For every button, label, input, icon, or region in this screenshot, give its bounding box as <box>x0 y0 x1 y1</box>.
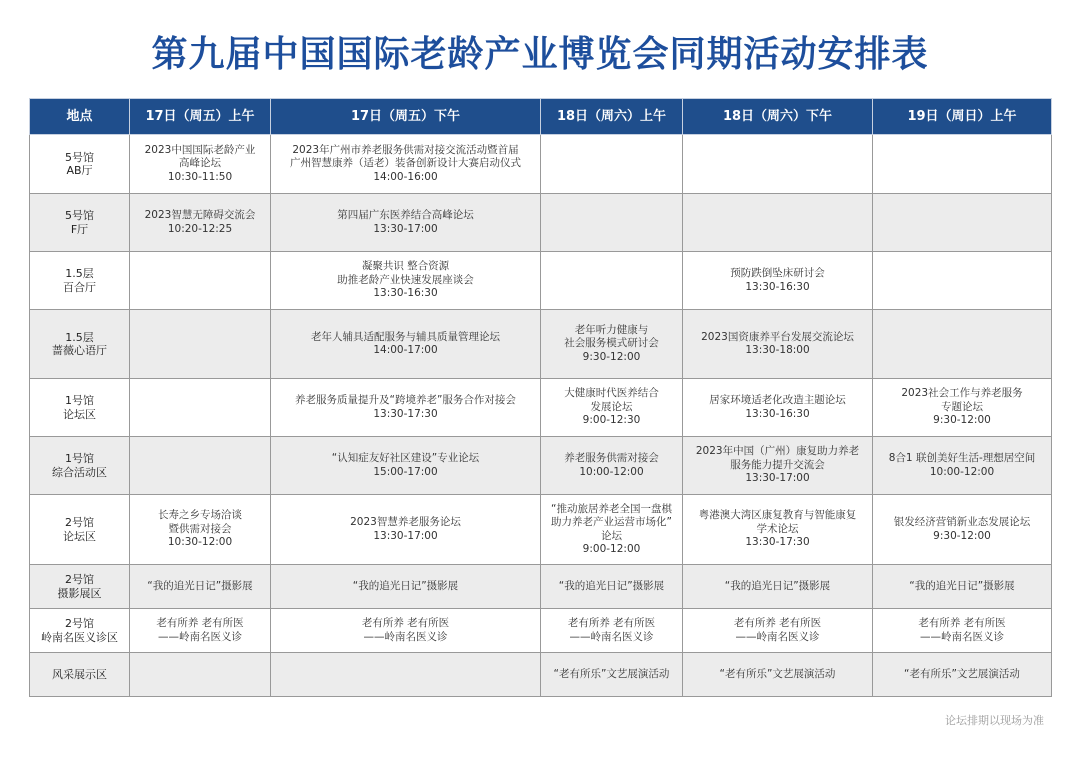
event-cell <box>130 379 271 437</box>
footnote: 论坛排期以现场为准 <box>945 714 1044 727</box>
event-line: ——岭南名医义诊 <box>363 630 448 643</box>
event-line: 学术论坛 <box>756 522 799 535</box>
location-line: 摄影展区 <box>57 586 102 600</box>
location-cell <box>30 495 130 565</box>
event-cell <box>541 135 683 194</box>
event-line: 13:30-17:00 <box>373 222 438 235</box>
event-line: 发展论坛 <box>590 400 633 413</box>
event-cell <box>541 252 683 310</box>
table-header-row <box>30 99 1052 135</box>
header-17-am: 17日（周五）上午 <box>130 99 271 135</box>
header-18-pm: 18日（周六）下午 <box>683 99 873 135</box>
event-line: 2023中国国际老龄产业 <box>144 143 256 156</box>
event-line: “老有所乐”文艺展演活动 <box>904 667 1020 680</box>
event-cell <box>873 194 1052 252</box>
event-line: “老有所乐”文艺展演活动 <box>719 667 836 680</box>
event-line: “我的追光日记”摄影展 <box>352 579 459 592</box>
event-line: ——岭南名医义诊 <box>158 630 242 643</box>
event-line: 2023年中国（广州）康复助力养老 <box>695 445 860 458</box>
event-cell <box>873 653 1052 697</box>
event-line: “我的追光日记”摄影展 <box>724 579 831 592</box>
schedule-table <box>29 98 1052 697</box>
event-cell <box>541 653 683 697</box>
event-cell <box>873 495 1052 565</box>
header-location: 地点 <box>30 99 130 135</box>
event-cell <box>271 437 541 495</box>
event-cell <box>683 565 873 609</box>
event-cell <box>130 653 271 697</box>
event-line: 暨供需对接会 <box>168 522 232 535</box>
event-line: 2023智慧无障碍交流会 <box>144 209 256 221</box>
event-cell <box>683 252 873 310</box>
event-line: ——岭南名医义诊 <box>920 630 1004 643</box>
event-line: 15:00-17:00 <box>373 465 438 478</box>
event-line: ——岭南名医义诊 <box>569 630 654 643</box>
location-cell <box>30 609 130 653</box>
location-line: 1.5层 <box>65 330 94 344</box>
event-line: 9:30-12:00 <box>933 529 991 542</box>
location-line: 风采展示区 <box>52 667 107 681</box>
event-cell <box>683 135 873 194</box>
event-line: “推动旅居养老全国一盘棋 <box>551 502 672 515</box>
event-cell <box>873 252 1052 310</box>
event-line: 养老服务供需对接会 <box>564 452 659 464</box>
event-cell <box>130 565 271 609</box>
location-line: 1号馆 <box>65 394 94 407</box>
table-row <box>30 437 1052 495</box>
event-line: 13:30-17:00 <box>745 472 810 485</box>
event-line: 专题论坛 <box>941 400 983 413</box>
event-line: 13:30-18:00 <box>745 344 810 356</box>
header-18-am: 18日（周六）上午 <box>541 99 683 135</box>
event-line: 老有所养 老有所医 <box>567 617 656 629</box>
event-cell <box>873 565 1052 609</box>
event-line: 老有所养 老有所医 <box>156 617 244 629</box>
location-cell <box>30 194 130 252</box>
event-cell <box>130 609 271 653</box>
location-line: 2号馆 <box>65 573 94 586</box>
location-line: 5号馆 <box>65 209 94 222</box>
event-cell <box>130 194 271 252</box>
event-line: 社会服务模式研讨会 <box>564 337 659 350</box>
event-cell <box>683 653 873 697</box>
event-line: 13:30-17:30 <box>745 536 810 549</box>
event-line: 助推老龄产业快速发展座谈会 <box>337 273 474 286</box>
table-row <box>30 565 1052 609</box>
event-cell <box>271 135 541 194</box>
event-cell <box>271 565 541 609</box>
event-line: 银发经济营销新业态发展论坛 <box>893 516 1031 528</box>
event-line: 9:30-12:00 <box>582 350 641 363</box>
location-line: 5号馆 <box>65 150 94 164</box>
event-line: 2023社会工作与养老服务 <box>901 387 1023 400</box>
event-line: 9:00-12:30 <box>582 414 641 427</box>
location-cell <box>30 252 130 310</box>
location-line: 蔷薇心语厅 <box>52 344 107 357</box>
event-cell <box>130 310 271 379</box>
table-row <box>30 252 1052 310</box>
event-cell <box>683 310 873 379</box>
event-line: 9:00-12:00 <box>582 543 641 555</box>
event-cell <box>873 135 1052 194</box>
location-cell <box>30 379 130 437</box>
event-cell <box>541 565 683 609</box>
event-line: 13:30-17:30 <box>373 407 438 420</box>
event-cell <box>683 609 873 653</box>
event-line: 老年人辅具适配服务与辅具质量管理论坛 <box>311 330 500 343</box>
event-cell <box>130 135 271 194</box>
header-17-pm: 17日（周五）下午 <box>271 99 541 135</box>
event-cell <box>683 437 873 495</box>
header-19-am: 19日（周日）上午 <box>873 99 1052 135</box>
event-line: 论坛 <box>601 529 622 542</box>
event-line: 13:30-16:30 <box>373 287 438 300</box>
event-line: 13:30-17:00 <box>373 529 438 542</box>
table-row <box>30 495 1052 565</box>
event-cell <box>873 310 1052 379</box>
event-line: 粤港澳大湾区康复教育与智能康复 <box>698 509 857 522</box>
location-line: F厅 <box>70 222 89 236</box>
event-line: 8合1 联创美好生活-理想居空间 <box>888 452 1036 464</box>
event-line: “认知症友好社区建设”专业论坛 <box>331 452 480 464</box>
event-cell <box>873 379 1052 437</box>
event-line: 13:30-16:30 <box>745 407 810 420</box>
event-cell <box>271 653 541 697</box>
location-line: 综合活动区 <box>52 465 107 479</box>
event-cell <box>130 437 271 495</box>
event-cell <box>873 437 1052 495</box>
event-line: 老有所养 老有所医 <box>918 617 1006 629</box>
event-line: 10:30-11:50 <box>167 170 233 183</box>
location-line: 论坛区 <box>63 529 96 543</box>
location-cell <box>30 135 130 194</box>
table-row <box>30 194 1052 252</box>
event-line: 10:30-12:00 <box>167 536 233 549</box>
location-line: 百合厅 <box>63 280 96 294</box>
event-cell <box>271 194 541 252</box>
event-cell <box>541 194 683 252</box>
event-line: 9:30-12:00 <box>933 414 991 427</box>
location-line: 论坛区 <box>63 407 96 421</box>
event-line: 大健康时代医养结合 <box>564 387 659 400</box>
event-line: 第四届广东医养结合高峰论坛 <box>337 209 474 221</box>
event-line: 2023年广州市养老服务供需对接交流活动暨首届 <box>292 143 519 156</box>
event-line: 凝聚共识 整合资源 <box>361 260 450 273</box>
event-cell <box>271 379 541 437</box>
event-cell <box>683 379 873 437</box>
event-cell <box>130 252 271 310</box>
location-line: 2号馆 <box>65 617 94 630</box>
location-cell <box>30 310 130 379</box>
location-line: 1号馆 <box>65 452 94 465</box>
event-line: 高峰论坛 <box>179 157 221 170</box>
table-row <box>30 310 1052 379</box>
event-cell <box>130 495 271 565</box>
table-row <box>30 379 1052 437</box>
event-line: 14:00-16:00 <box>373 170 438 183</box>
event-cell <box>271 252 541 310</box>
event-line: 14:00-17:00 <box>373 344 438 356</box>
event-line: “老有所乐”文艺展演活动 <box>553 667 670 680</box>
event-cell <box>873 609 1052 653</box>
event-line: “我的追光日记”摄影展 <box>909 579 1015 592</box>
page-title: 第九届中国国际老龄产业博览会同期活动安排表 <box>151 34 929 75</box>
event-line: 13:30-16:30 <box>745 280 810 293</box>
table-row <box>30 609 1052 653</box>
event-cell <box>271 495 541 565</box>
location-line: 1.5层 <box>65 267 94 280</box>
event-line: 老有所养 老有所医 <box>361 617 450 629</box>
location-cell <box>30 565 130 609</box>
event-line: 老有所养 老有所医 <box>733 617 822 629</box>
event-line: 2023智慧养老服务论坛 <box>350 516 461 528</box>
location-line: 2号馆 <box>65 516 94 529</box>
location-line: 岭南名医义诊区 <box>41 630 118 644</box>
location-cell <box>30 653 130 697</box>
event-cell <box>683 194 873 252</box>
location-cell <box>30 437 130 495</box>
event-line: “我的追光日记”摄影展 <box>558 579 665 592</box>
event-cell <box>683 495 873 565</box>
event-line: 10:00-12:00 <box>579 465 644 478</box>
event-line: 服务能力提升交流会 <box>730 458 825 471</box>
event-line: “我的追光日记”摄影展 <box>147 579 253 592</box>
event-line: 10:20-12:25 <box>167 222 233 235</box>
location-line: AB厅 <box>66 164 93 177</box>
event-line: 助力养老产业运营市场化” <box>551 516 672 528</box>
event-line: 预防跌倒坠床研讨会 <box>730 267 825 279</box>
event-line: 10:00-12:00 <box>929 465 995 478</box>
event-cell <box>271 310 541 379</box>
table-row <box>30 653 1052 697</box>
event-cell <box>541 379 683 437</box>
event-line: ——岭南名医义诊 <box>735 630 820 643</box>
event-line: 老年听力健康与 <box>574 323 649 336</box>
event-cell <box>541 495 683 565</box>
event-cell <box>541 310 683 379</box>
event-line: 居家环境适老化改造主题论坛 <box>709 394 846 406</box>
event-line: 长寿之乡专场洽谈 <box>158 509 242 522</box>
event-cell <box>541 437 683 495</box>
event-cell <box>271 609 541 653</box>
event-line: 2023国资康养平台发展交流论坛 <box>701 330 854 343</box>
event-line: 广州智慧康养（适老）装备创新设计大赛启动仪式 <box>290 157 521 170</box>
table-row <box>30 135 1052 194</box>
event-cell <box>541 609 683 653</box>
event-line: 养老服务质量提升及“跨境养老”服务合作对接会 <box>295 394 516 406</box>
